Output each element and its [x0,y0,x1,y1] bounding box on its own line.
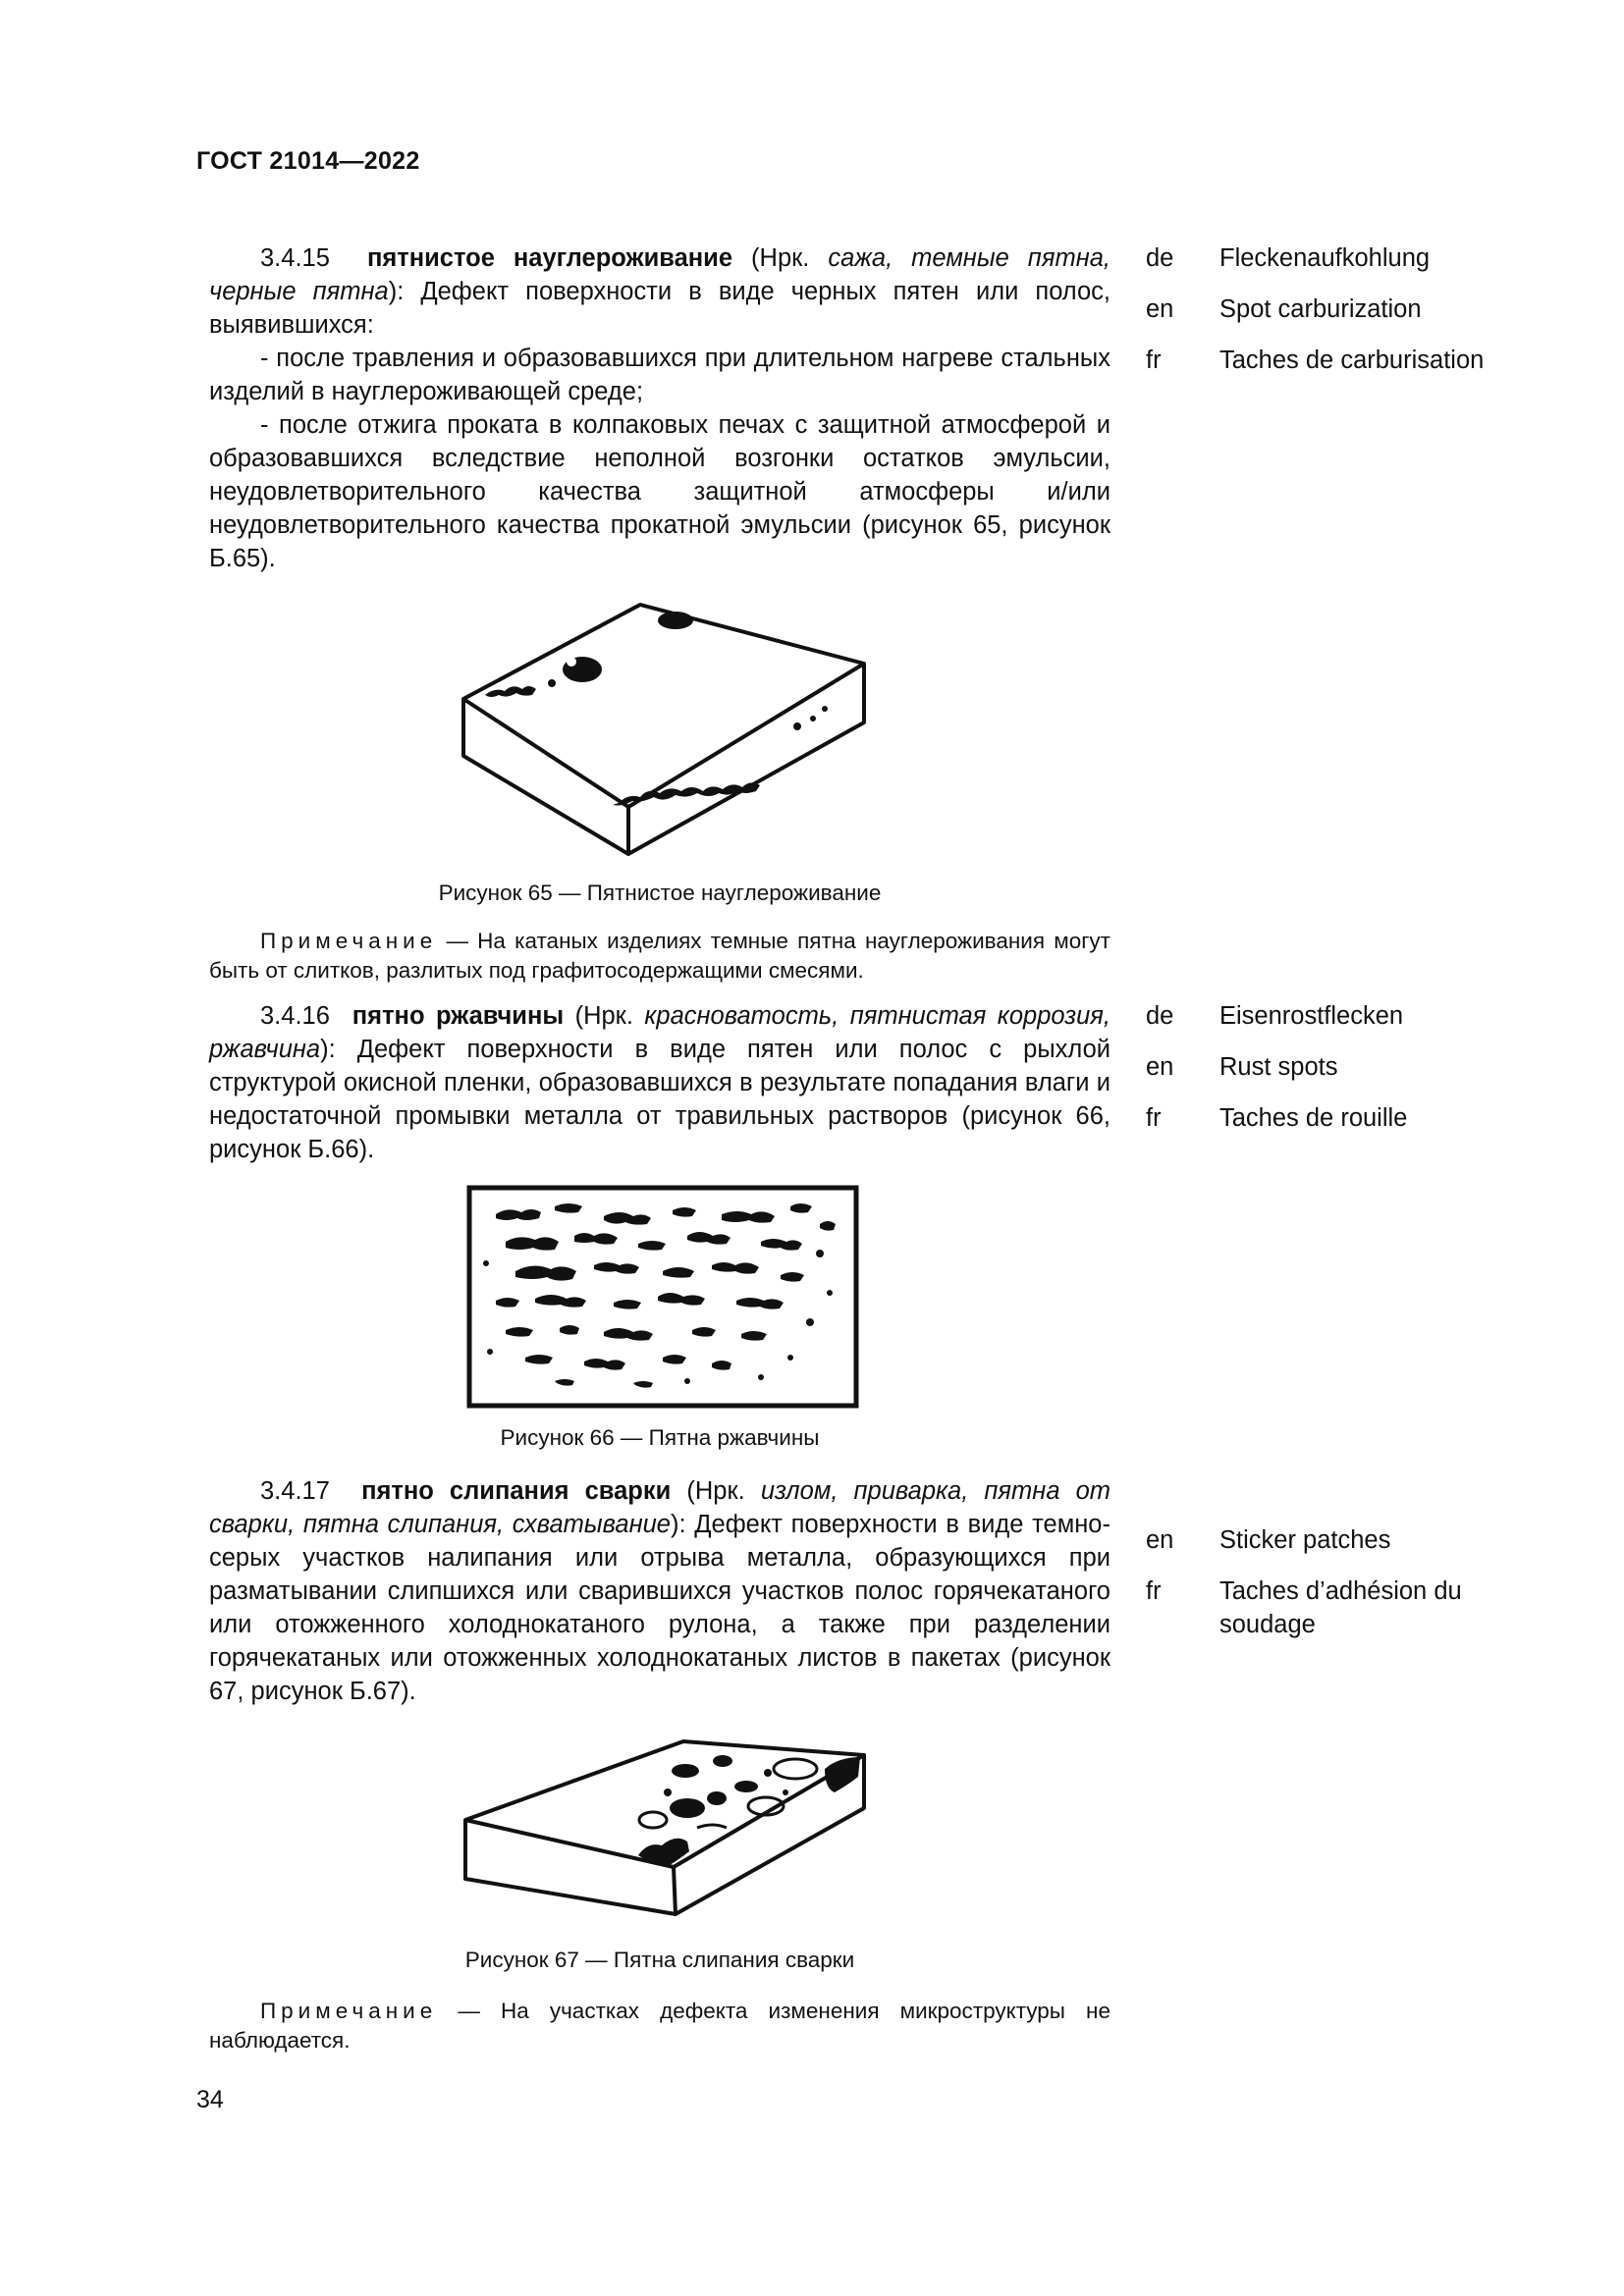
language-code: en [1146,1053,1174,1081]
translated-term: Taches de rouille [1219,1104,1408,1132]
definition-text: ): Дефект поверхности в виде пятен или полос с рыхлой структурой окисной пленки, образовавшихся в результате попадания влаги и недостаточной промывки металла от травильных растворов (рисунок 66, рисунок Б.66). [209,1036,1110,1163]
note-label: Примечание [260,1999,438,2023]
translated-term: Taches d’adhésion du soudage [1219,1577,1462,1638]
synonym-prefix: (Нрк. [671,1477,761,1505]
translated-term: Fleckenaufkohlung [1219,244,1431,272]
translated-term: Sticker patches [1219,1526,1391,1554]
term-definition [209,999,1110,1166]
page-number: 34 [196,2086,224,2113]
figure-66-image [466,1185,859,1409]
language-code: en [1146,1526,1174,1554]
definition-text: ): Дефект поверхности в виде черных пятен или полос, выявившихся: [209,278,1110,339]
deprecated-synonyms: излом, приварка, пятна от сварки, пятна слипания, схватывание [209,1477,1111,1538]
term-name: пятнистое науглероживание [366,244,733,272]
figure-65-caption: Рисунок 65 — Пятнистое науглероживание [438,881,882,905]
figure-67-caption: Рисунок 67 — Пятна слипания сварки [464,1948,855,1972]
deprecated-synonyms: красноватость, пятнистая коррозия, ржавчина [209,1002,1111,1063]
translated-term: Rust spots [1219,1053,1338,1081]
figure-67-image [452,1730,874,1922]
note-text: — На катаных изделиях темные пятна науглероживания могут быть от слитков, разлитых под графитосодержащими смесями. [209,929,1110,983]
term-definition [209,241,1110,342]
translated-term: Taches de carburisation [1219,347,1485,374]
note-text: — На участках дефекта изменения микроструктуры не наблюдается. [209,1999,1110,2053]
term-name: пятно ржавчины [352,1002,565,1030]
section-3-4-17 [209,1474,1110,1708]
deprecated-synonyms: сажа, темные пятна, черные пятна [209,244,1110,305]
note-label: Примечание [260,929,438,953]
note-2 [209,1997,1110,2056]
note-1 [209,927,1110,986]
term-name: пятно слипания сварки [361,1477,672,1505]
section-3-4-16 [209,999,1110,1166]
term-definition [209,1474,1110,1708]
translated-term: Eisenrostflecken [1219,1002,1404,1030]
language-code: fr [1146,1577,1162,1605]
synonym-prefix: (Нрк. [732,244,829,272]
definition-bullet: - после отжига проката в колпаковых печах с защитной атмосферой и образовавшихся вследствие неполной возгонки остатков эмульсии, неудовлетворительного качества защитной атмосферы и/или неудовлетворительного качества прокатной эмульсии (рисунок 65, рисунок Б.65). [209,411,1110,572]
definition-bullet: - после травления и образовавшихся при длительном нагреве стальных изделий в науглероживающей среде; [209,345,1110,405]
section-3-4-15 [209,241,1110,575]
translated-term: Spot carburization [1219,295,1422,323]
language-code: de [1146,1002,1174,1030]
language-code: de [1146,244,1174,272]
language-code: en [1146,295,1174,323]
term-number: 3.4.16 [260,1002,330,1030]
language-code: fr [1146,347,1162,374]
figure-66-caption: Рисунок 66 — Пятна ржавчины [500,1425,820,1450]
definition-text: ): Дефект поверхности в виде темно-серых участков налипания или отрыва металла, образующихся при разматывании слипшихся или сварившихся участков полос горячекатаного или отожженного холоднокатаного рулона, а также при разделении горячекатаных или отожженных холоднокатаных листов в пакетах (рисунок 67, рисунок Б.67). [209,1511,1110,1705]
document-header: ГОСТ 21014—2022 [196,147,420,175]
figure-65-image [452,589,884,869]
term-number: 3.4.15 [260,244,330,272]
synonym-prefix: (Нрк. [564,1002,645,1030]
language-code: fr [1146,1104,1162,1132]
term-number: 3.4.17 [260,1477,330,1505]
